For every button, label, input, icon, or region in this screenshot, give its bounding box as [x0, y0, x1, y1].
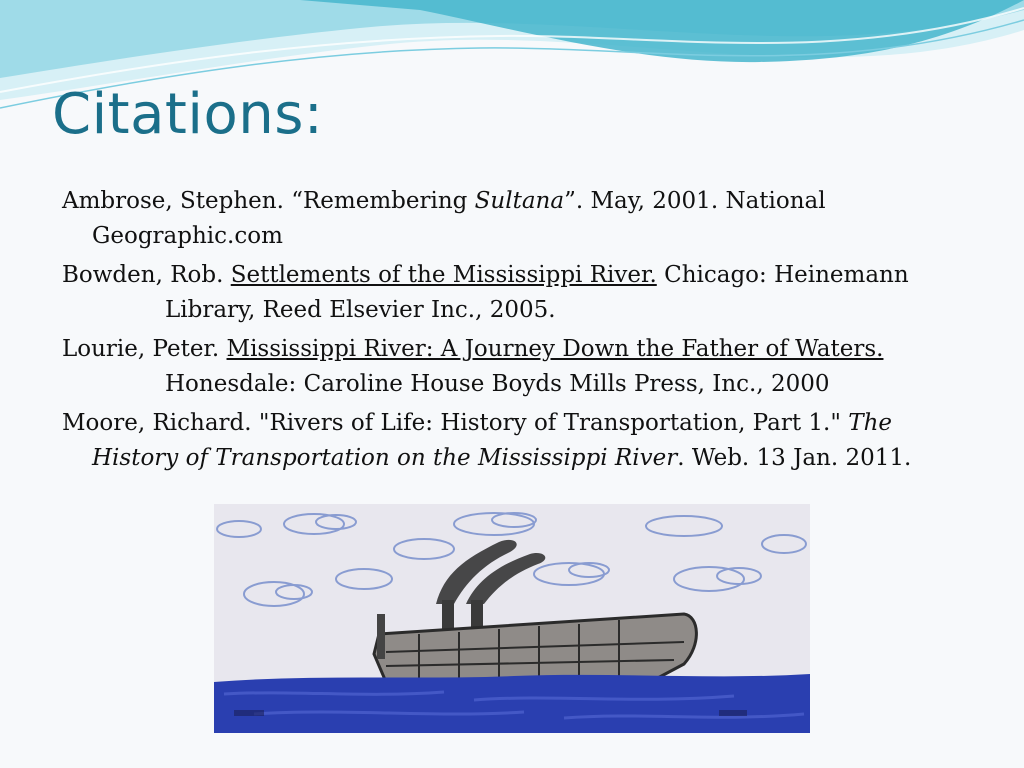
steamboat-drawing-image — [214, 504, 810, 733]
citation-text: Moore, Richard. "Rivers of Life: History of Transportation, Part 1." — [62, 410, 849, 436]
citation-item — [62, 184, 962, 254]
citation-text: ”. May, 2001. National — [564, 188, 826, 214]
slide-title: Citations: — [52, 82, 324, 147]
citation-item — [62, 406, 962, 476]
citation-text: Bowden, Rob. — [62, 262, 231, 288]
citation-title: Mississippi River: A Journey Down the Father of Waters. — [226, 336, 884, 362]
citation-title: Sultana — [474, 188, 565, 214]
citation-text: Ambrose, Stephen. “Remembering — [62, 188, 475, 214]
citation-text: . Web. 13 Jan. 2011. — [677, 445, 912, 471]
citation-text: Honesdale: Caroline House Boyds Mills Press, Inc., 2000 — [165, 371, 830, 397]
steamboat-drawing — [214, 504, 810, 733]
citation-item — [62, 332, 962, 402]
citation-text: Chicago: Heinemann — [656, 262, 909, 288]
citation-title: The — [848, 410, 892, 436]
citation-text: Lourie, Peter. — [62, 336, 227, 362]
citation-list — [62, 184, 962, 480]
citation-text: Library, Reed Elsevier Inc., 2005. — [165, 297, 556, 323]
citation-item — [62, 258, 962, 328]
citation-title: Settlements of the Mississippi River. — [230, 262, 657, 288]
citation-title: History of Transportation on the Mississippi River — [92, 445, 678, 471]
citation-text: Geographic.com — [92, 223, 283, 249]
